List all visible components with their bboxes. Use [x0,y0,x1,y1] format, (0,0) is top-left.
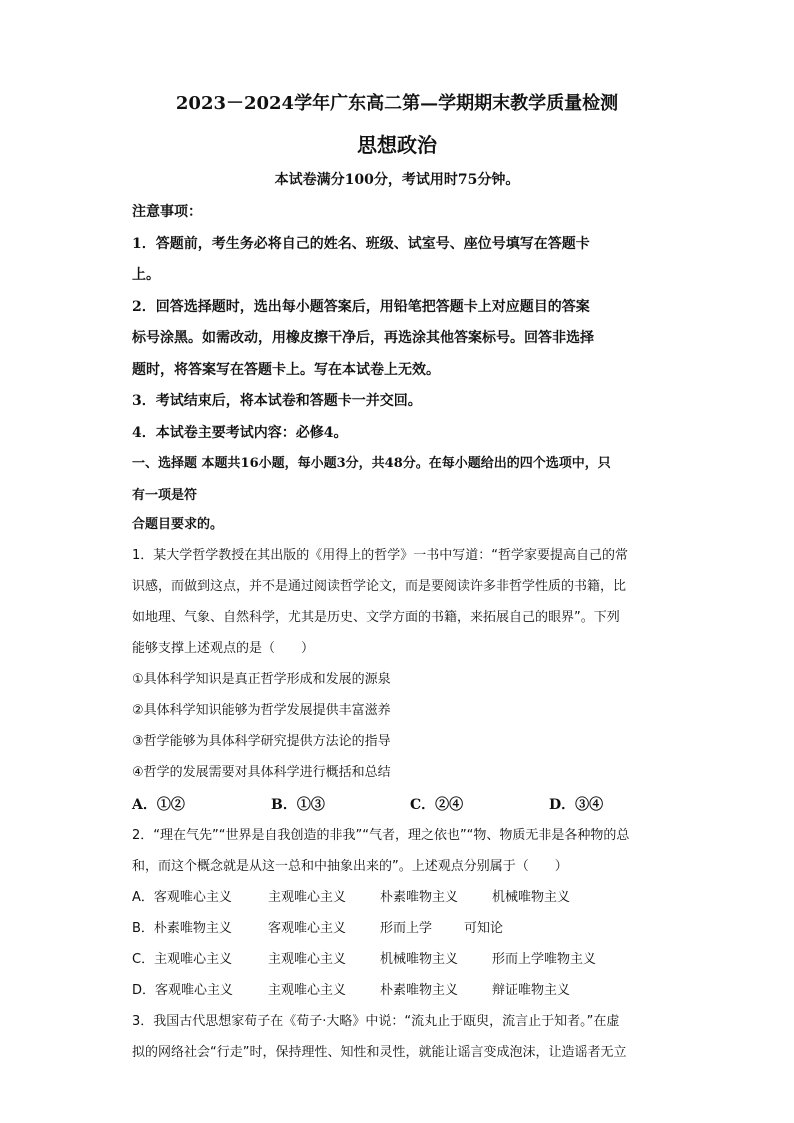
question-2-option-row [132,950,662,970]
exam-info: 本试卷满分100分，考试用时75分钟。 [274,172,520,188]
question-1-text: 如地理、气象、自然科学，尤其是历史、文学方面的书籍，来拓展自己的眼界”。下列 [132,610,620,625]
option-text: 形而上学 [380,921,433,936]
question-1-statement: ②具体科学知识能够为哲学发展提供丰富滋养 [132,703,391,718]
option-d: D．③④ [549,797,604,813]
notice-line: 4．本试卷主要考试内容：必修4。 [132,425,348,441]
notice-line: 3．考试结束后，将本试卷和答题卡一并交回。 [132,393,422,409]
question-2-option-row [132,919,662,939]
option-text: 朴素唯物主义 [380,983,459,998]
option-text: 机械唯物主义 [380,952,459,967]
question-1-statement: ①具体科学知识是真正哲学形成和发展的源泉 [132,672,391,687]
option-text: 机械唯物主义 [492,890,571,905]
question-1-options [132,795,662,815]
notice-line: 题时，将答案写在答题卡上。写在本试卷上无效。 [132,362,440,378]
option-c: C．②④ [410,797,464,813]
notice-line: 上。 [132,267,160,283]
question-2-text: 2．“理在气先”“世界是自我创造的非我”“气者，理之依也”“物、物质无非是各种物的总 [132,828,630,843]
section-heading: 合题目要求的。 [132,517,224,532]
option-text: 客观唯心主义 [268,921,347,936]
option-a: A．客观唯心主义 [132,890,232,905]
option-text: 主观唯心主义 [268,983,347,998]
option-text: 辩证唯物主义 [492,983,571,998]
option-text: 主观唯心主义 [268,890,347,905]
option-text: 可知论 [464,921,504,936]
option-b: B．①③ [271,797,325,813]
exam-subject: 思想政治 [357,133,437,157]
option-text: 主观唯心主义 [268,952,347,967]
question-2-option-row [132,888,662,908]
notice-heading: 注意事项： [132,204,202,220]
exam-title: 2023－2024学年广东高二第—学期期末教学质量检测 [175,93,619,114]
question-3-text: 拟的网络社会“行走”时，保持理性、知性和灵性，就能让谣言变成泡沫，让造谣者无立 [132,1045,627,1060]
notice-line: 标号涂黑。如需改动，用橡皮擦干净后，再选涂其他答案标号。回答非选择 [132,330,594,346]
notice-line: 2．回答选择题时，选出每小题答案后，用铅笔把答题卡上对应题目的答案 [132,299,590,315]
section-heading: 有一项是符 [132,488,198,503]
question-1-text: 1．某大学哲学教授在其出版的《用得上的哲学》一书中写道：“哲学家要提高自己的常 [132,548,629,563]
section-heading: 一、选择题 本题共16小题，每小题3分，共48分。在每小题给出的四个选项中，只 [132,456,611,471]
option-text: 形而上学唯物主义 [492,952,597,967]
question-1-text: 能够支撑上述观点的是（ ） [132,641,315,656]
option-text: 朴素唯物主义 [380,890,459,905]
question-2-text: 和，而这个概念就是从这一总和中抽象出来的”。上述观点分别属于（ ） [132,859,568,874]
question-1-text: 识感，而做到这点，并不是通过阅读哲学论文，而是要阅读许多非哲学性质的书籍，比 [132,579,627,594]
option-d: D．客观唯心主义 [132,983,234,998]
option-c: C．主观唯心主义 [132,952,233,967]
notice-line: 1．答题前，考生务必将自己的姓名、班级、试室号、座位号填写在答题卡 [132,236,590,252]
question-3-text: 3．我国古代思想家荀子在《荀子·大略》中说：“流丸止于瓯臾，流言止于知者。”在虚 [132,1014,620,1029]
option-a: A．①② [132,797,185,813]
question-2-option-row [132,981,662,1001]
question-1-statement: ④哲学的发展需要对具体科学进行概括和总结 [132,765,391,780]
option-b: B．朴素唯物主义 [132,921,232,936]
question-1-statement: ③哲学能够为具体科学研究提供方法论的指导 [132,734,391,749]
